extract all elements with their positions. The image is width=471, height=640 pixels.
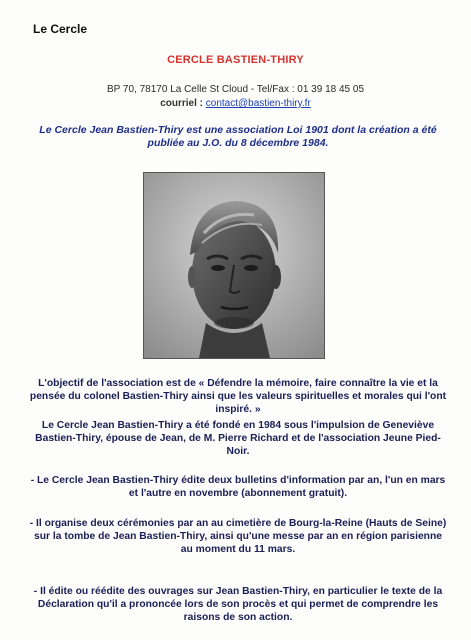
email-link[interactable]: contact@bastien-thiry.fr <box>205 98 311 109</box>
postal-address: BP 70, 78170 La Celle St Cloud - Tel/Fax : 01 39 18 45 05 <box>106 84 365 95</box>
portrait-photo <box>143 172 325 359</box>
bust-portrait-image <box>144 173 324 358</box>
email-line <box>0 98 471 109</box>
bulletins-paragraph: - Le Cercle Jean Bastien-Thiry édite deux bulletins d'information par an, l'un en mars et l'autre en novembre (abonnement gratuit). <box>30 475 446 499</box>
intro-statement: Le Cercle Jean Bastien-Thiry est une association Loi 1901 dont la création a été publiée au J.O. du 8 décembre 1984. <box>39 124 437 149</box>
objective-paragraph: L'objectif de l'association est de « Défendre la mémoire, faire connaître la vie et la pensée du colonel Bastien-Thiry ainsi que les valeurs spirituelles et morales qui l'ont inspiré. » <box>29 378 447 415</box>
ceremonies-paragraph: - Il organise deux cérémonies par an au cimetière de Bourg-la-Reine (Hauts de Seine) sur la tombe de Jean Bastien-Thiry, ainsi qu'une messe par an en région parisienne au moment du 11 mars. <box>29 518 447 555</box>
organization-title: CERCLE BASTIEN-THIRY <box>167 54 304 66</box>
email-label: courriel : <box>160 98 203 109</box>
founding-paragraph: Le Cercle Jean Bastien-Thiry a été fondé en 1984 sous l'impulsion de Geneviève Bastien-Thiry, épouse de Jean, de M. Pierre Richard et de l'association Jeune Pied-Noir. <box>35 420 441 457</box>
publications-paragraph: - Il édite ou réédite des ouvrages sur Jean Bastien-Thiry, en particulier le texte de la Déclaration qu'il a prononcée lors de son procès et qui permet de comprendre les raisons de son action. <box>33 586 443 623</box>
page-heading: Le Cercle <box>33 22 88 36</box>
